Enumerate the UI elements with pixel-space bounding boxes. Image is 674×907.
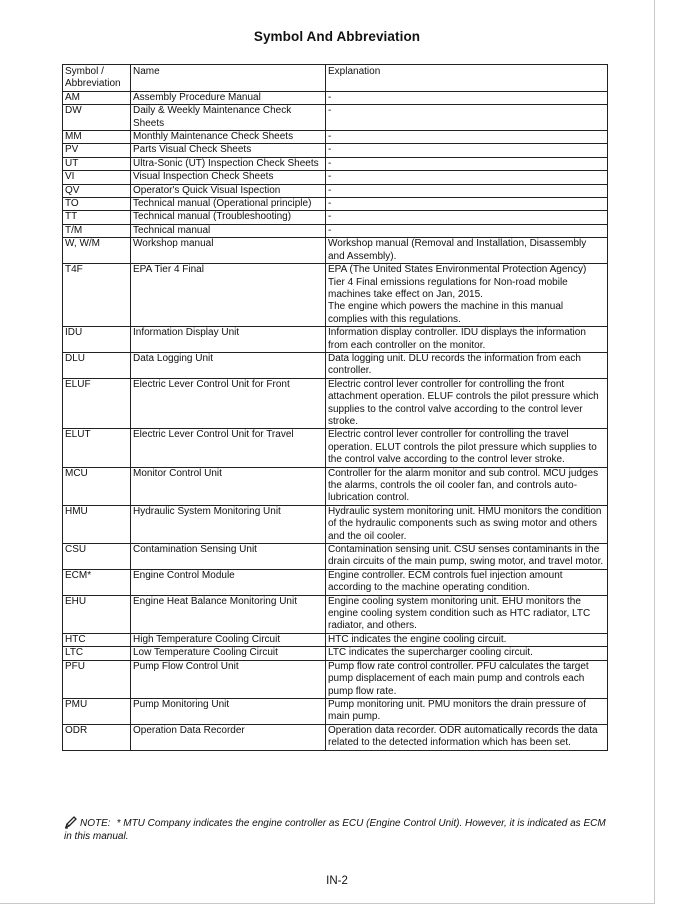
explanation-cell: - [326, 224, 608, 237]
explanation-cell: Electric control lever controller for controlling the travel operation. ELUT controls the pilot pressure which supplies to the control valve according to the control lever stroke. [326, 429, 608, 467]
table-row [63, 211, 608, 224]
explanation-cell: LTC indicates the supercharger cooling circuit. [326, 647, 608, 660]
name-cell: Visual Inspection Check Sheets [131, 171, 326, 184]
name-cell: Operation Data Recorder [131, 724, 326, 750]
name-cell: Pump Flow Control Unit [131, 660, 326, 698]
name-cell: Low Temperature Cooling Circuit [131, 647, 326, 660]
explanation-cell: Electric control lever controller for controlling the front attachment operation. ELUF controls the pilot pressure which supplies to the control valve according to the control lever stroke. [326, 378, 608, 429]
explanation-cell: Controller for the alarm monitor and sub control. MCU judges the alarms, controls the oil cooler fan, and controls auto-lubrication control. [326, 467, 608, 505]
table-row [63, 429, 608, 467]
explanation-cell: - [326, 131, 608, 144]
table-row [63, 698, 608, 724]
symbol-cell: VI [63, 171, 131, 184]
page-title: Symbol And Abbreviation [253, 29, 421, 44]
symbol-cell: PV [63, 144, 131, 157]
name-cell: Data Logging Unit [131, 352, 326, 378]
table-row [63, 157, 608, 170]
table-row [63, 633, 608, 646]
symbol-cell: W, W/M [63, 238, 131, 264]
symbol-cell: TO [63, 198, 131, 211]
table-row [63, 378, 608, 429]
symbol-cell: ELUT [63, 429, 131, 467]
explanation-cell: Hydraulic system monitoring unit. HMU monitors the condition of the hydraulic components such as swing motor and others and the oil cooler. [326, 505, 608, 543]
symbol-cell: DW [63, 105, 131, 131]
explanation-cell: HTC indicates the engine cooling circuit. [326, 633, 608, 646]
symbol-cell: LTC [63, 647, 131, 660]
symbol-cell: ELUF [63, 378, 131, 429]
explanation-cell: Contamination sensing unit. CSU senses contaminants in the drain circuits of the main pump, swing motor, and travel motor. [326, 544, 608, 570]
explanation-cell: Pump flow rate control controller. PFU calculates the target pump displacement of each main pump and controls each pump flow rate. [326, 660, 608, 698]
name-cell: Parts Visual Check Sheets [131, 144, 326, 157]
symbol-cell: MM [63, 131, 131, 144]
symbol-cell: MCU [63, 467, 131, 505]
symbol-cell: PMU [63, 698, 131, 724]
name-cell: Technical manual (Troubleshooting) [131, 211, 326, 224]
explanation-cell: - [326, 211, 608, 224]
name-cell: High Temperature Cooling Circuit [131, 633, 326, 646]
name-cell: Pump Monitoring Unit [131, 698, 326, 724]
symbol-cell: HTC [63, 633, 131, 646]
symbol-cell: TT [63, 211, 131, 224]
table-body [63, 91, 608, 750]
name-cell: Technical manual [131, 224, 326, 237]
table-row [63, 144, 608, 157]
name-cell: Electric Lever Control Unit for Front [131, 378, 326, 429]
name-cell: Monthly Maintenance Check Sheets [131, 131, 326, 144]
table-row [63, 660, 608, 698]
note-label: NOTE: [80, 818, 111, 829]
table-row [63, 327, 608, 353]
name-cell: Technical manual (Operational principle) [131, 198, 326, 211]
explanation-cell: EPA (The United States Environmental Protection Agency) Tier 4 Final emissions regulations for Non-road mobile machines take effect on Jan, 2015. The engine which powers the machine in this manual complies with this regulations. [326, 264, 608, 327]
name-cell: EPA Tier 4 Final [131, 264, 326, 327]
explanation-cell: Engine cooling system monitoring unit. EHU monitors the engine cooling system condition such as HTC radiator, LTC radiator, and others. [326, 595, 608, 633]
symbol-cell: T4F [63, 264, 131, 327]
name-cell: Hydraulic System Monitoring Unit [131, 505, 326, 543]
explanation-cell: - [326, 144, 608, 157]
name-cell: Workshop manual [131, 238, 326, 264]
name-cell: Engine Heat Balance Monitoring Unit [131, 595, 326, 633]
symbol-cell: AM [63, 91, 131, 104]
name-cell: Daily & Weekly Maintenance Check Sheets [131, 105, 326, 131]
pencil-icon [64, 815, 78, 829]
page-number: IN-2 [326, 875, 348, 887]
table-row [63, 131, 608, 144]
explanation-cell: - [326, 184, 608, 197]
explanation-cell: - [326, 157, 608, 170]
explanation-cell: Data logging unit. DLU records the information from each controller. [326, 352, 608, 378]
header-explanation: Explanation [326, 65, 608, 92]
symbol-cell: DLU [63, 352, 131, 378]
table-row [63, 91, 608, 104]
name-cell: Electric Lever Control Unit for Travel [131, 429, 326, 467]
table-row [63, 505, 608, 543]
header-symbol: Symbol / Abbreviation [63, 65, 131, 92]
symbol-cell: PFU [63, 660, 131, 698]
header-name: Name [131, 65, 326, 92]
name-cell: Engine Control Module [131, 569, 326, 595]
symbol-cell: ODR [63, 724, 131, 750]
name-cell: Contamination Sensing Unit [131, 544, 326, 570]
table-row [63, 224, 608, 237]
table-row [63, 105, 608, 131]
note-text: * MTU Company indicates the engine controller as ECU (Engine Control Unit). However, it is indicated as ECM in this manual. [64, 818, 606, 842]
explanation-cell: Information display controller. IDU displays the information from each controller on the monitor. [326, 327, 608, 353]
table-header-row [63, 65, 608, 92]
explanation-cell: Workshop manual (Removal and Installation, Disassembly and Assembly). [326, 238, 608, 264]
table-row [63, 569, 608, 595]
name-cell: Assembly Procedure Manual [131, 91, 326, 104]
table-row [63, 467, 608, 505]
table-row [63, 352, 608, 378]
symbol-cell: CSU [63, 544, 131, 570]
table-row [63, 198, 608, 211]
table-row [63, 647, 608, 660]
symbol-cell: EHU [63, 595, 131, 633]
explanation-cell: Engine controller. ECM controls fuel injection amount according to the machine operating condition. [326, 569, 608, 595]
symbol-cell: QV [63, 184, 131, 197]
name-cell: Operator's Quick Visual Ispection [131, 184, 326, 197]
explanation-cell: - [326, 105, 608, 131]
explanation-cell: Pump monitoring unit. PMU monitors the drain pressure of main pump. [326, 698, 608, 724]
explanation-cell: Operation data recorder. ODR automatically records the data related to the detected information which has been set. [326, 724, 608, 750]
explanation-cell: - [326, 198, 608, 211]
name-cell: Ultra-Sonic (UT) Inspection Check Sheets [131, 157, 326, 170]
note [64, 815, 609, 843]
explanation-cell: - [326, 91, 608, 104]
symbol-cell: IDU [63, 327, 131, 353]
symbol-cell: ECM* [63, 569, 131, 595]
table-row [63, 238, 608, 264]
explanation-cell: - [326, 171, 608, 184]
symbol-cell: T/M [63, 224, 131, 237]
name-cell: Monitor Control Unit [131, 467, 326, 505]
table-row [63, 544, 608, 570]
abbreviation-table [62, 64, 608, 751]
table-row [63, 171, 608, 184]
symbol-cell: UT [63, 157, 131, 170]
table-row [63, 724, 608, 750]
name-cell: Information Display Unit [131, 327, 326, 353]
symbol-cell: HMU [63, 505, 131, 543]
table-row [63, 264, 608, 327]
table-row [63, 595, 608, 633]
table-row [63, 184, 608, 197]
